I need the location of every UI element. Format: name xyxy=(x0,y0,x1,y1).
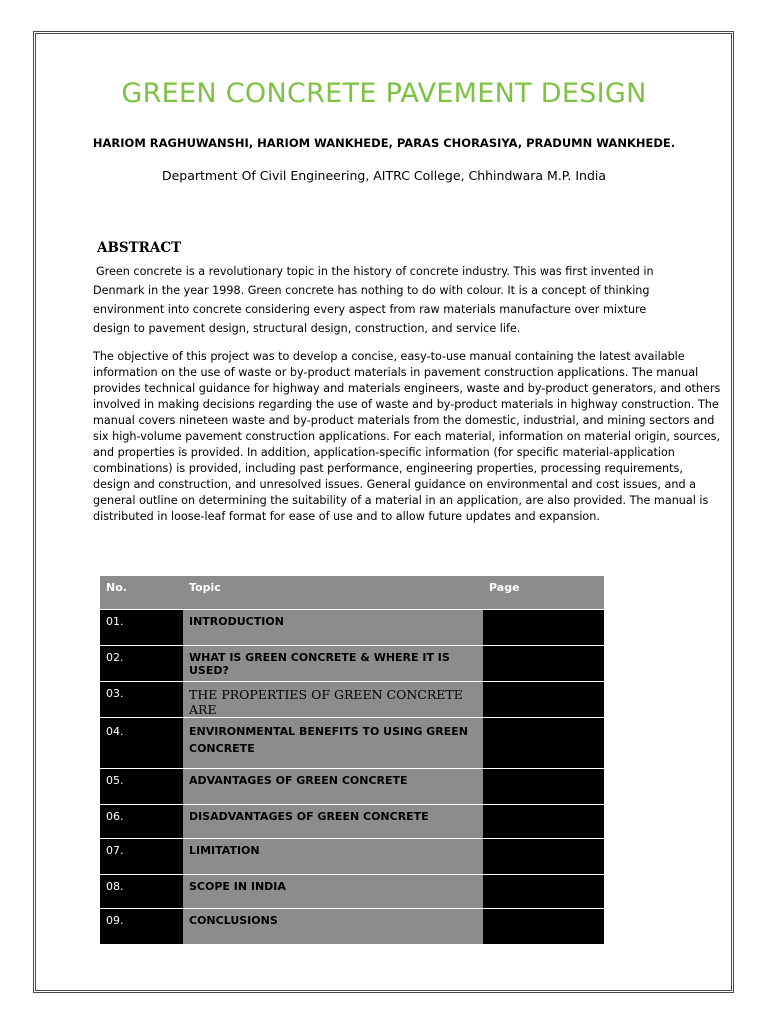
table-row xyxy=(100,769,604,805)
toc-row-number: 03. xyxy=(100,682,183,718)
toc-row-page xyxy=(483,718,604,769)
toc-row-number: 04. xyxy=(100,718,183,769)
toc-row-page xyxy=(483,805,604,839)
table-row xyxy=(100,682,604,718)
table-row xyxy=(100,610,604,646)
document-title: GREEN CONCRETE PAVEMENT DESIGN xyxy=(121,78,647,109)
abstract-paragraph-1: Green concrete is a revolutionary topic in the history of concrete industry. This was first invented in Denmark in the year 1998. Green concrete has nothing to do with colour. It is a concept of thinking environment into concrete considering every aspect from raw materials manufacture over mixture design to pavement design, structural design, construction, and service life. xyxy=(93,265,654,335)
abstract-heading: ABSTRACT xyxy=(97,240,182,256)
toc-row-topic: LIMITATION xyxy=(183,839,483,875)
toc-row-topic: CONCLUSIONS xyxy=(183,909,483,945)
toc-row-page xyxy=(483,682,604,718)
toc-row-page xyxy=(483,909,604,945)
toc-row-number: 07. xyxy=(100,839,183,875)
table-row xyxy=(100,718,604,769)
toc-row-topic: INTRODUCTION xyxy=(183,610,483,646)
toc-row-topic: ADVANTAGES OF GREEN CONCRETE xyxy=(183,769,483,805)
table-row xyxy=(100,805,604,839)
abstract-paragraph-2: The objective of this project was to develop a concise, easy-to-use manual containing the latest available information on the use of waste or by-product materials in pavement construction applications. The manual provides technical guidance for highway and materials engineers, waste and by-product generators, and others involved in making decisions regarding the use of waste and by-product materials in highway construction. The manual covers nineteen waste and by-product materials from the domestic, industrial, and mining sectors and six high-volume pavement construction applications. For each material, information on material origin, sources, and properties is provided. In addition, application-specific information (for specific material-application combinations) is provided, including past performance, engineering properties, processing requirements, design and construction, and unresolved issues. General guidance on environmental and cost issues, and a general outline on determining the suitability of a material in an application, are also provided. The manual is distributed in loose-leaf format for ease of use and to allow future updates and expansion. xyxy=(93,350,721,523)
table-of-contents xyxy=(100,576,604,944)
affiliation: Department Of Civil Engineering, AITRC College, Chhindwara M.P. India xyxy=(161,168,607,183)
toc-row-number: 01. xyxy=(100,610,183,646)
toc-header-no: No. xyxy=(100,576,183,610)
author-list: HARIOM RAGHUWANSHI, HARIOM WANKHEDE, PARAS CHORASIYA, PRADUMN WANKHEDE. xyxy=(92,136,676,150)
toc-header-row xyxy=(100,576,604,610)
toc-row-page xyxy=(483,875,604,909)
toc-row-number: 02. xyxy=(100,646,183,682)
toc-header-topic: Topic xyxy=(183,576,483,610)
toc-row-topic: ENVIRONMENTAL BENEFITS TO USING GREEN CONCRETE xyxy=(183,718,483,769)
table-row xyxy=(100,646,604,682)
toc-row-page xyxy=(483,646,604,682)
toc-row-topic: SCOPE IN INDIA xyxy=(183,875,483,909)
toc-row-number: 09. xyxy=(100,909,183,945)
toc-row-page xyxy=(483,610,604,646)
toc-header-page: Page xyxy=(483,576,604,610)
table-row xyxy=(100,839,604,875)
toc-row-number: 08. xyxy=(100,875,183,909)
table-row xyxy=(100,875,604,909)
toc-row-number: 06. xyxy=(100,805,183,839)
toc-row-number: 05. xyxy=(100,769,183,805)
table-row xyxy=(100,909,604,945)
toc-row-page xyxy=(483,769,604,805)
toc-row-topic: DISADVANTAGES OF GREEN CONCRETE xyxy=(183,805,483,839)
toc-row-topic: THE PROPERTIES OF GREEN CONCRETE ARE xyxy=(183,682,483,718)
toc-row-page xyxy=(483,839,604,875)
toc-row-topic: WHAT IS GREEN CONCRETE & WHERE IT IS USED? xyxy=(183,646,483,682)
